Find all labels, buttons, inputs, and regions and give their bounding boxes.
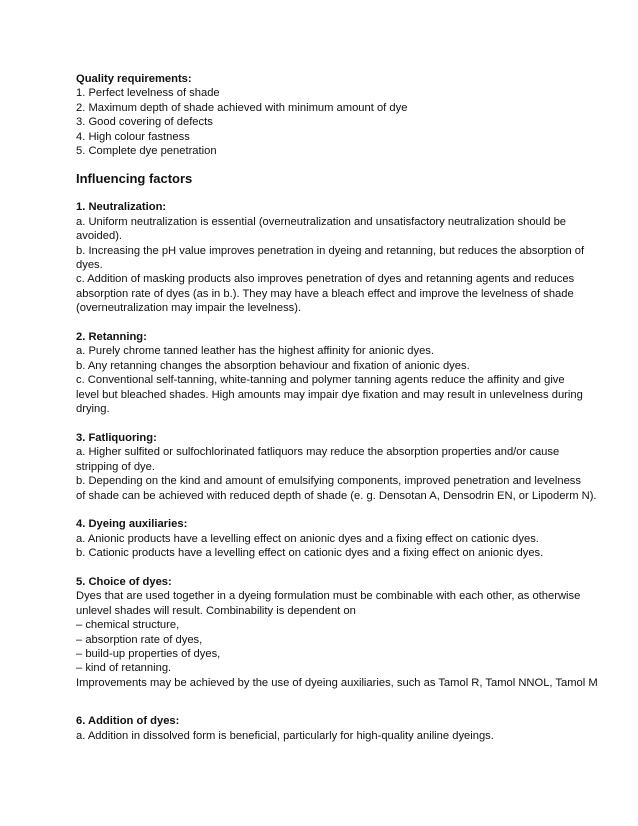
spacer xyxy=(76,690,576,714)
retanning-line: drying. xyxy=(76,403,110,416)
dyeing-auxiliaries-heading: 4. Dyeing auxiliaries: xyxy=(76,518,188,531)
addition-of-dyes-line: a. Addition in dissolved form is beneficial, particularly for high-quality aniline dyeings. xyxy=(76,729,494,742)
quality-item: 2. Maximum depth of shade achieved with minimum amount of dye xyxy=(76,101,408,114)
retanning-heading: 2. Retanning: xyxy=(76,331,147,344)
dyeing-auxiliaries-line: a. Anionic products have a levelling effect on anionic dyes and a fixing effect on cationic dyes. xyxy=(76,532,539,545)
quality-item: 5. Complete dye penetration xyxy=(76,145,217,158)
spacer xyxy=(76,316,576,330)
spacer xyxy=(76,503,576,517)
fatliquoring-line: a. Higher sulfited or sulfochlorinated fatliquors may reduce the absorption properties and/or cause xyxy=(76,446,560,459)
influencing-factors-heading: Influencing factors xyxy=(76,171,193,187)
neutralization-line: a. Uniform neutralization is essential (overneutralization and unsatisfactory neutralization should be xyxy=(76,215,567,228)
choice-of-dyes-line: – absorption rate of dyes, xyxy=(76,633,203,646)
choice-of-dyes-line: Dyes that are used together in a dyeing formulation must be combinable with each other, as otherwise xyxy=(76,590,581,603)
spacer xyxy=(76,561,576,575)
fatliquoring-line: of shade can be achieved with reduced depth of shade (e. g. Densotan A, Densodrin EN, or Lipoderm N). xyxy=(76,489,597,502)
retanning-line: c. Conventional self-tanning, white-tanning and polymer tanning agents reduce the affinity and give xyxy=(76,374,565,387)
neutralization-heading: 1. Neutralization: xyxy=(76,201,167,214)
choice-of-dyes-line: – build-up properties of dyes, xyxy=(76,647,221,660)
dyeing-auxiliaries-line: b. Cationic products have a levelling effect on cationic dyes and a fixing effect on anionic dyes. xyxy=(76,547,544,560)
retanning-line: a. Purely chrome tanned leather has the highest affinity for anionic dyes. xyxy=(76,345,435,358)
retanning-line: level but bleached shades. High amounts may impair dye fixation and may result in unlevelness during xyxy=(76,388,583,401)
quality-item: 3. Good covering of defects xyxy=(76,116,213,129)
neutralization-line: dyes. xyxy=(76,259,103,272)
neutralization-line: c. Addition of masking products also improves penetration of dyes and retanning agents and reduces xyxy=(76,273,575,286)
fatliquoring-line: b. Depending on the kind and amount of emulsifying components, improved penetration and levelness xyxy=(76,475,581,488)
choice-of-dyes-line: – kind of retanning. xyxy=(76,662,172,675)
neutralization-line: b. Increasing the pH value improves penetration in dyeing and retanning, but reduces the absorption of xyxy=(76,244,585,257)
neutralization-line: (overneutralization may impair the levelness). xyxy=(76,302,302,315)
fatliquoring-heading: 3. Fatliquoring: xyxy=(76,431,157,444)
choice-of-dyes-line: Improvements may be achieved by the use of dyeing auxiliaries, such as Tamol R, Tamol NNOL, Tamol M xyxy=(76,676,598,689)
retanning-line: b. Any retanning changes the absorption behaviour and fixation of anionic dyes. xyxy=(76,359,470,372)
choice-of-dyes-heading: 5. Choice of dyes: xyxy=(76,575,172,588)
choice-of-dyes-line: – chemical structure, xyxy=(76,619,180,632)
document-page xyxy=(76,72,598,743)
quality-item: 1. Perfect levelness of shade xyxy=(76,87,220,100)
neutralization-line: avoided). xyxy=(76,230,123,243)
addition-of-dyes-heading: 6. Addition of dyes: xyxy=(76,715,180,728)
spacer xyxy=(76,417,576,431)
choice-of-dyes-line: unlevel shades will result. Combinability is dependent on xyxy=(76,604,356,617)
quality-requirements-heading: Quality requirements: xyxy=(76,73,192,85)
quality-item: 4. High colour fastness xyxy=(76,130,190,143)
fatliquoring-line: stripping of dye. xyxy=(76,460,155,473)
neutralization-line: absorption rate of dyes (as in b.). They may have a bleach effect and improve the levelness of shade xyxy=(76,287,574,300)
